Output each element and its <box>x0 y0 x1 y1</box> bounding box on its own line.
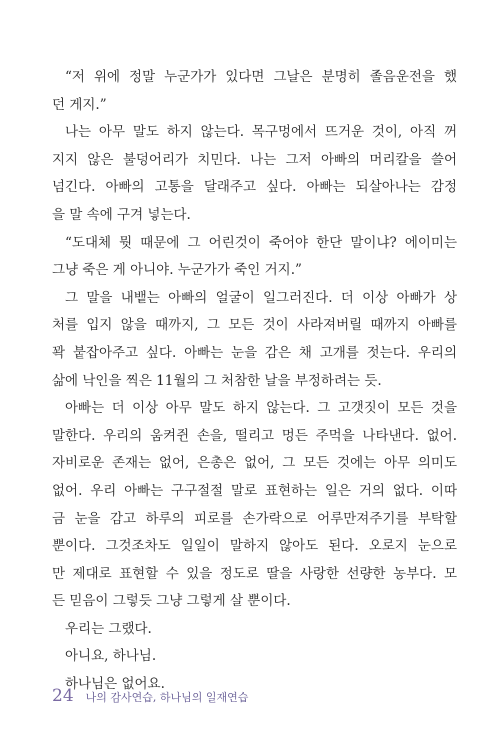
page-number: 24 <box>52 686 74 706</box>
text-line: 아니요, 하나님. <box>65 648 157 665</box>
text-line: 우리는 그랬다. <box>65 620 152 637</box>
page-footer <box>52 686 248 706</box>
text-line: 하나님은 없어요. <box>65 676 165 693</box>
text-line: 을 말 속에 구겨 넣는다. <box>52 206 191 223</box>
text-line: 그 말을 내뱉는 아빠의 얼굴이 일그러진다. 더 이상 아빠가 상 <box>65 289 457 306</box>
text-line: 뿐이다. 그것조차도 일일이 말하지 않아도 된다. 오로지 눈으로 <box>52 538 457 555</box>
text-line: 지지 않은 불덩어리가 치민다. 나는 그저 아빠의 머리칼을 쓸어 <box>52 151 457 168</box>
text-line: “도대체 뭣 때문에 그 어린것이 죽어야 한단 말이냐? 에이미는 <box>65 234 457 251</box>
text-line: 넘긴다. 아빠의 고통을 달래주고 싶다. 아빠는 되살아나는 감정 <box>52 179 457 196</box>
body-text <box>52 64 457 699</box>
text-line: 나는 아무 말도 하지 않는다. 목구멍에서 뜨거운 것이, 아직 꺼 <box>65 124 457 141</box>
text-line: “저 위에 정말 누군가가 있다면 그날은 분명히 졸음운전을 했 <box>65 69 457 85</box>
text-line: 던 게지.” <box>52 96 107 113</box>
text-line: 자비로운 존재는 없어, 은총은 없어, 그 모든 것에는 아무 의미도 <box>52 455 457 472</box>
text-line: 든 믿음이 그렇듯 그냥 그렇게 살 뿐이다. <box>52 593 291 610</box>
running-head: 나의 감사연습, 하나님의 일재연습 <box>85 691 249 704</box>
text-line: 처를 입지 않을 때까지, 그 모든 것이 사라져버릴 때까지 아빠를 <box>52 317 457 334</box>
text-line: 금 눈을 감고 하루의 피로를 손가락으로 어루만져주기를 부탁할 <box>52 510 457 527</box>
text-line: 만 제대로 표현할 수 있을 정도로 딸을 사랑한 선량한 농부다. 모 <box>52 565 457 582</box>
text-line: 말한다. 우리의 움켜쥔 손을, 떨리고 멍든 주먹을 나타낸다. 없어. <box>52 427 457 444</box>
text-line: 아빠는 더 이상 아무 말도 하지 않는다. 그 고갯짓이 모든 것을 <box>65 400 457 417</box>
text-line: 꽉 붙잡아주고 싶다. 아빠는 눈을 감은 채 고개를 젓는다. 우리의 <box>52 344 457 361</box>
text-line: 없어. 우리 아빠는 구구절절 말로 표현하는 일은 거의 없다. 이따 <box>52 482 457 499</box>
text-line: 그냥 죽은 게 아니야. 누군가가 죽인 거지.” <box>52 262 302 279</box>
text-line: 삶에 낙인을 찍은 11월의 그 처참한 날을 부정하려는 듯. <box>52 372 382 389</box>
